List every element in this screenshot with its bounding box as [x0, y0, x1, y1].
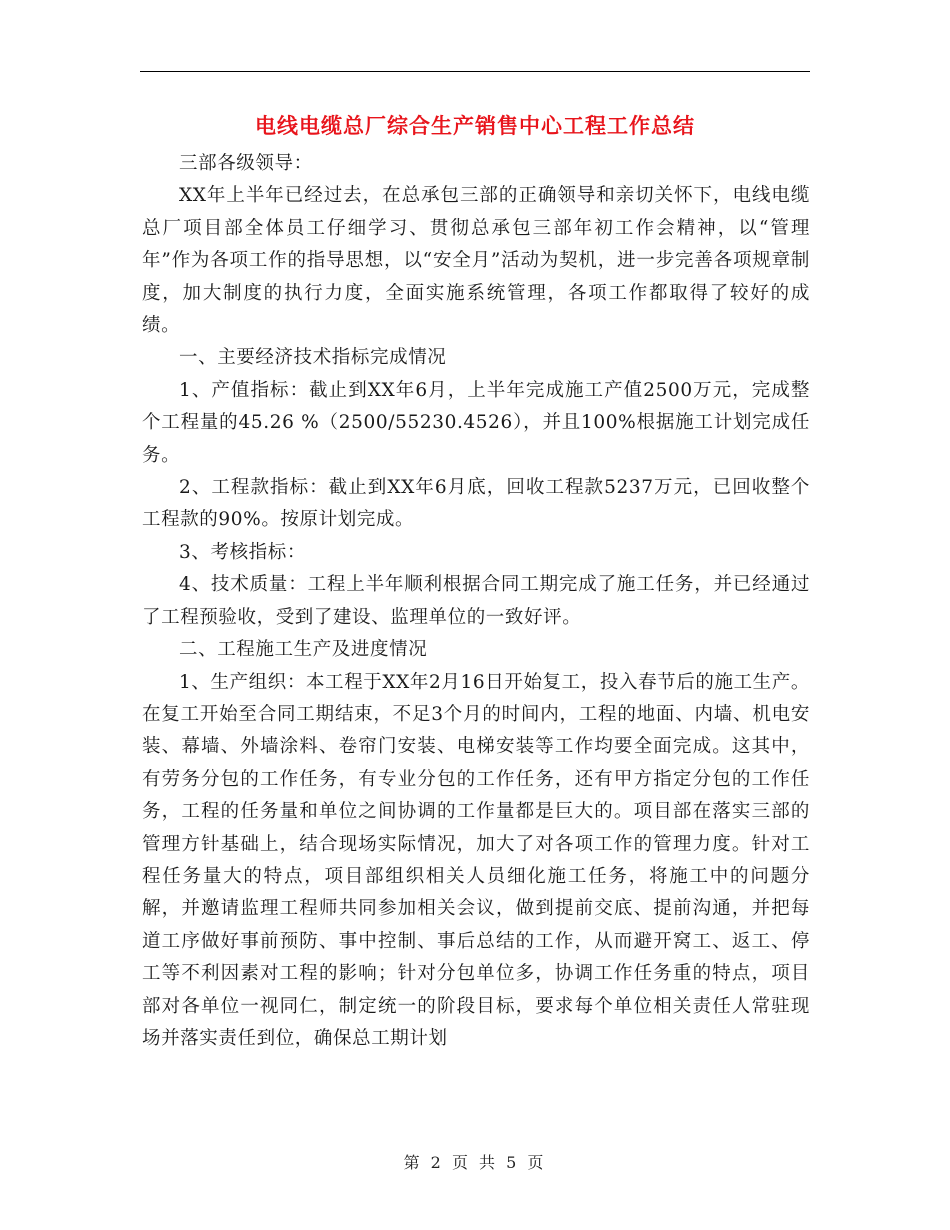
- paragraph-payment: 2、工程款指标：截止到XX年6月底，回收工程款5237万元，已回收整个工程款的90%。按原计划完成。: [142, 477, 810, 531]
- header-rule: [140, 71, 810, 72]
- paragraph-intro: XX年上半年已经过去，在总承包三部的正确领导和亲切关怀下，电线电缆总厂项目部全体员工仔细学习、贯彻总承包三部年初工作会精神，以“管理年”作为各项工作的指导思想，以“安全月”活动为契机，进一步完善各项规章制度，加大制度的执行力度，全面实施系统管理，各项工作都取得了较好的成绩。: [142, 185, 810, 337]
- section-heading-progress: 二、工程施工生产及进度情况: [179, 639, 428, 661]
- document-title: 电线电缆总厂综合生产销售中心工程工作总结: [255, 114, 695, 138]
- document-body: [142, 148, 810, 1055]
- paragraph-output-value: 1、产值指标：截止到XX年6月，上半年完成施工产值2500万元，完成整个工程量的45.26 %（2500/55230.4526），并且100%根据施工计划完成任务。: [142, 379, 810, 466]
- paragraph-quality: 4、技术质量：工程上半年顺利根据合同工期完成了施工任务，并已经通过了工程预验收，受到了建设、监理单位的一致好评。: [142, 574, 810, 628]
- paragraph-organization: 1、生产组织：本工程于XX年2月16日开始复工，投入春节后的施工生产。在复工开始至合同工期结束，不足3个月的时间内，工程的地面、内墙、机电安装、幕墙、外墙涂料、卷帘门安装、电梯安装等工作均要全面完成。这其中，有劳务分包的工作任务，有专业分包的工作任务，还有甲方指定分包的工作任务，工程的任务量和单位之间协调的工作量都是巨大的。项目部在落实三部的管理方针基础上，结合现场实际情况，加大了对各项工作的管理力度。针对工程任务量大的特点，项目部组织相关人员细化施工任务，将施工中的问题分解，并邀请监理工程师共同参加相关会议，做到提前交底、提前沟通，并把每道工序做好事前预防、事中控制、事后总结的工作，从而避开窝工、返工、停工等不利因素对工程的影响；针对分包单位多，协调工作任务重的特点，项目部对各单位一视同仁，制定统一的阶段目标，要求每个单位相关责任人常驻现场并落实责任到位，确保总工期计划: [142, 671, 810, 1049]
- page-number: 第 2 页 共 5 页: [403, 1153, 547, 1172]
- section-heading-indicators: 一、主要经济技术指标完成情况: [179, 347, 447, 369]
- paragraph-assessment: 3、考核指标：: [179, 541, 306, 563]
- paragraph-salutation: 三部各级领导：: [179, 153, 313, 174]
